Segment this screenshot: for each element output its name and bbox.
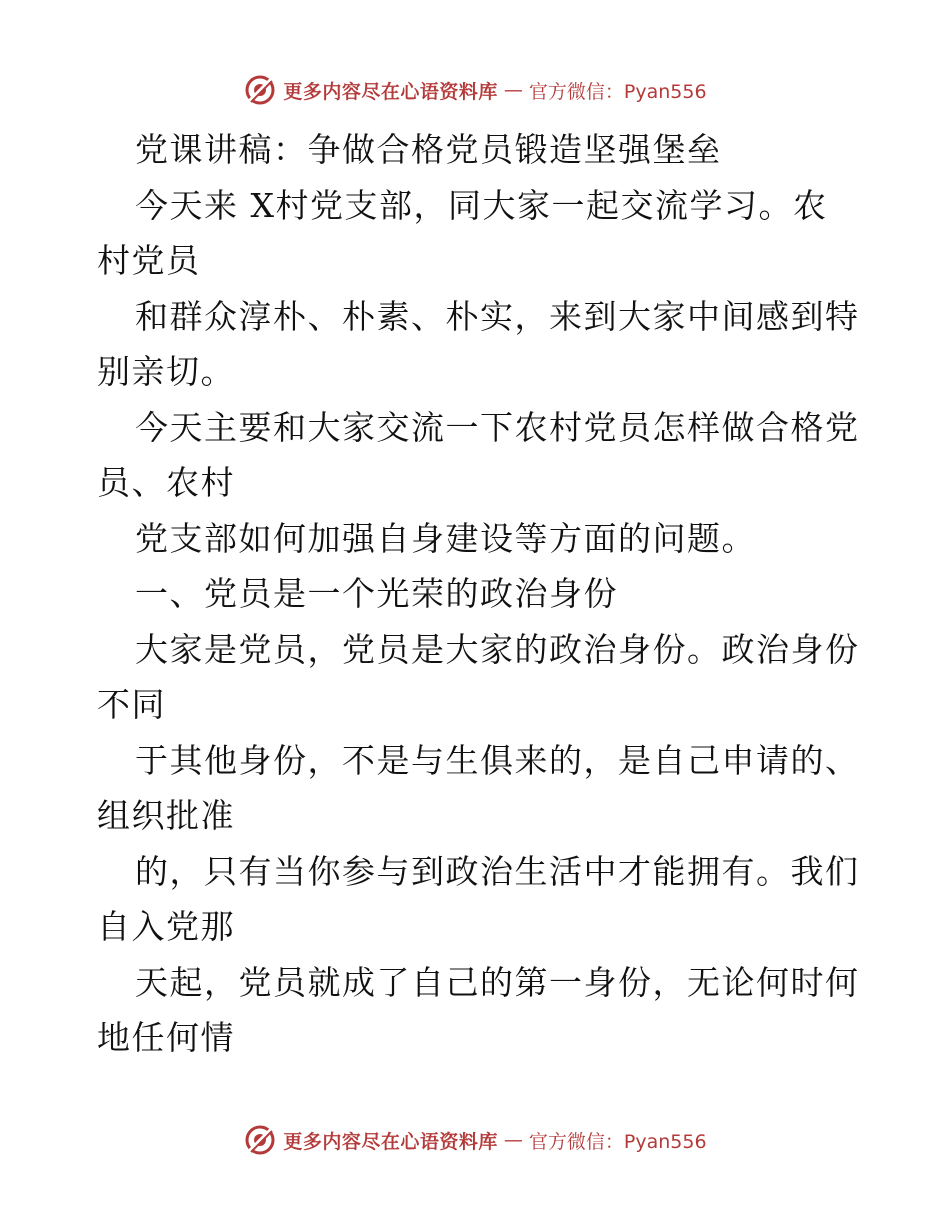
text-line: 今天来 X村党支部，同大家一起交流学习。农 (135, 185, 828, 225)
watermark-dash: — (503, 1129, 523, 1151)
text-line: 的，只有当你参与到政治生活中才能拥有。我们 (135, 851, 860, 891)
watermark-wechat: 官方微信：Pyan556 (528, 1130, 707, 1153)
watermark-text: 更多内容尽在心语资料库 (283, 1130, 498, 1153)
section-heading: 一、党员是一个光荣的政治身份 (135, 574, 618, 613)
text-line: 大家是党员，党员是大家的政治身份。政治身份 (135, 629, 860, 669)
watermark-wechat: 官方微信：Pyan556 (528, 80, 707, 103)
text-line: 天起，党员就成了自己的第一身份，无论何时何 (135, 962, 860, 1002)
document-body (97, 122, 860, 1066)
text-line: 于其他身份，不是与生俱来的，是自己申请的、 (135, 740, 860, 780)
footer-watermark (0, 1120, 950, 1160)
text-line: 别亲切。 (97, 352, 235, 391)
logo-icon (243, 73, 277, 107)
text-line: 党支部如何加强自身建设等方面的问题。 (135, 518, 756, 558)
text-line: 组织批准 (97, 796, 235, 835)
watermark-text: 更多内容尽在心语资料库 (283, 80, 498, 103)
logo-icon (243, 1123, 277, 1157)
text-line: 今天主要和大家交流一下农村党员怎样做合格党 (135, 407, 860, 447)
text-line: 村党员 (97, 241, 201, 280)
text-line: 地任何情 (97, 1018, 235, 1057)
text-line: 自入党那 (97, 907, 235, 946)
document-title: 党课讲稿：争做合格党员锻造坚强堡垒 (135, 130, 722, 169)
text-line: 员、农村 (97, 463, 235, 502)
header-watermark (0, 70, 950, 110)
text-line: 不同 (97, 685, 166, 724)
watermark-dash: — (503, 79, 523, 101)
text-line: 和群众淳朴、朴素、朴实，来到大家中间感到特 (135, 296, 860, 336)
